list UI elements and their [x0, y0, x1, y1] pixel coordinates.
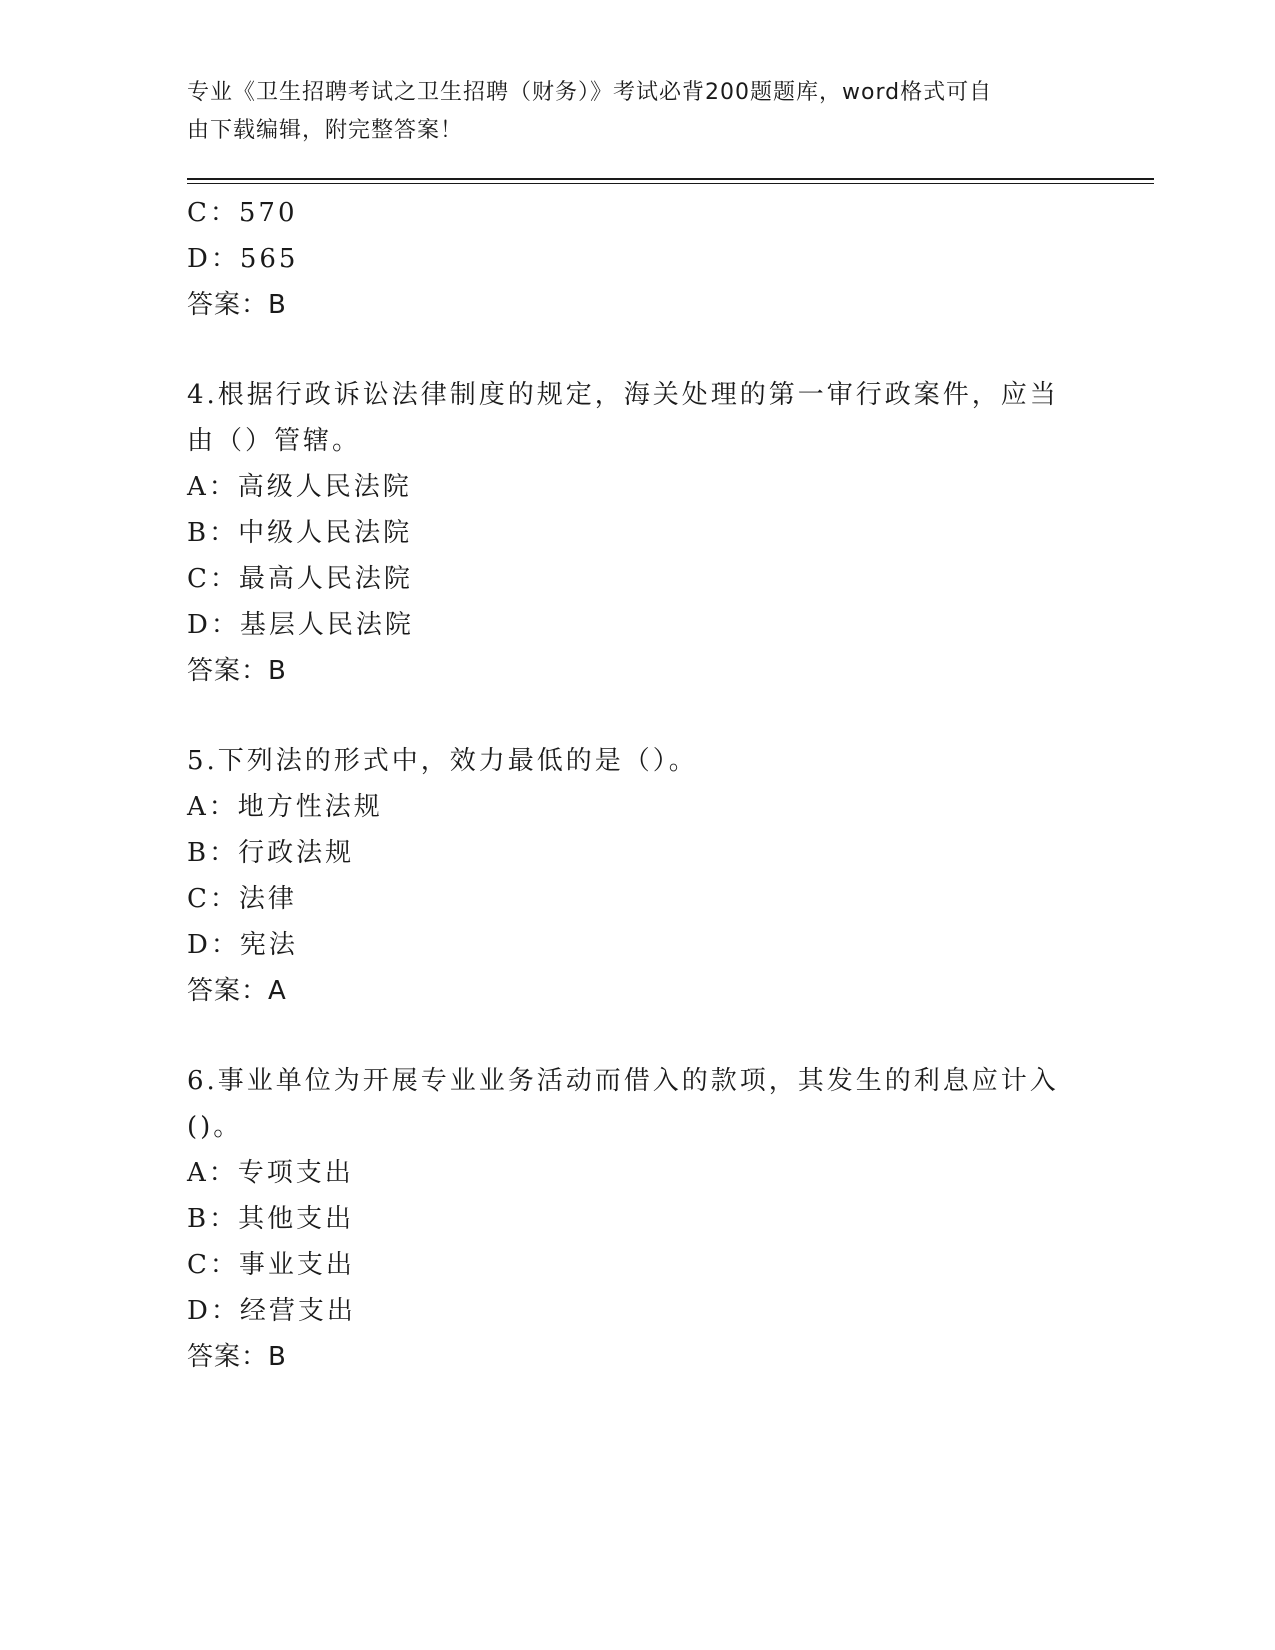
question-4-option-d: D：基层人民法院	[187, 610, 414, 640]
question-4-option-a: A：高级人民法院	[187, 472, 412, 502]
document-header	[187, 74, 1067, 150]
question-4	[187, 372, 1087, 694]
question-3-answer: 答案：B	[187, 290, 287, 320]
question-5-option-d: D：宪法	[187, 930, 298, 960]
question-5-option-b: B：行政法规	[187, 838, 355, 868]
question-4-stem-line-2: 由（）管辖。	[187, 426, 362, 456]
question-4-option-b: B：中级人民法院	[187, 518, 413, 548]
question-6-stem-line-1: 6.事业单位为开展专业业务活动而借入的款项，其发生的利息应计入	[187, 1066, 1059, 1096]
question-4-answer: 答案：B	[187, 656, 287, 686]
question-5-option-a: A：地方性法规	[187, 792, 383, 822]
question-3-option-d: D：565	[187, 244, 299, 274]
spacer	[187, 328, 1087, 372]
question-4-stem-line-1: 4.根据行政诉讼法律制度的规定，海关处理的第一审行政案件，应当	[187, 380, 1059, 410]
question-content	[187, 190, 1087, 1380]
question-5-stem: 5.下列法的形式中，效力最低的是（）。	[187, 746, 698, 776]
question-3-tail	[187, 190, 1087, 328]
question-5-option-c: C：法律	[187, 884, 297, 914]
header-divider-thin	[187, 183, 1154, 184]
question-3-option-c: C：570	[187, 198, 298, 228]
question-6-option-a: A：专项支出	[187, 1158, 354, 1188]
question-6-option-b: B：其他支出	[187, 1204, 355, 1234]
question-6-option-c: C：事业支出	[187, 1250, 355, 1280]
question-6	[187, 1058, 1087, 1380]
question-6-stem-line-2: ()。	[187, 1112, 243, 1142]
question-4-option-c: C：最高人民法院	[187, 564, 413, 594]
question-6-answer: 答案：B	[187, 1342, 287, 1372]
question-5-answer: 答案：A	[187, 976, 287, 1006]
header-line-1: 专业《卫生招聘考试之卫生招聘（财务）》考试必背200题题库，word格式可自	[187, 80, 993, 105]
header-divider-thick	[187, 178, 1154, 180]
spacer	[187, 694, 1087, 738]
question-6-option-d: D：经营支出	[187, 1296, 356, 1326]
spacer	[187, 1014, 1087, 1058]
header-line-2: 由下载编辑，附完整答案！	[187, 118, 464, 143]
question-5	[187, 738, 1087, 1014]
